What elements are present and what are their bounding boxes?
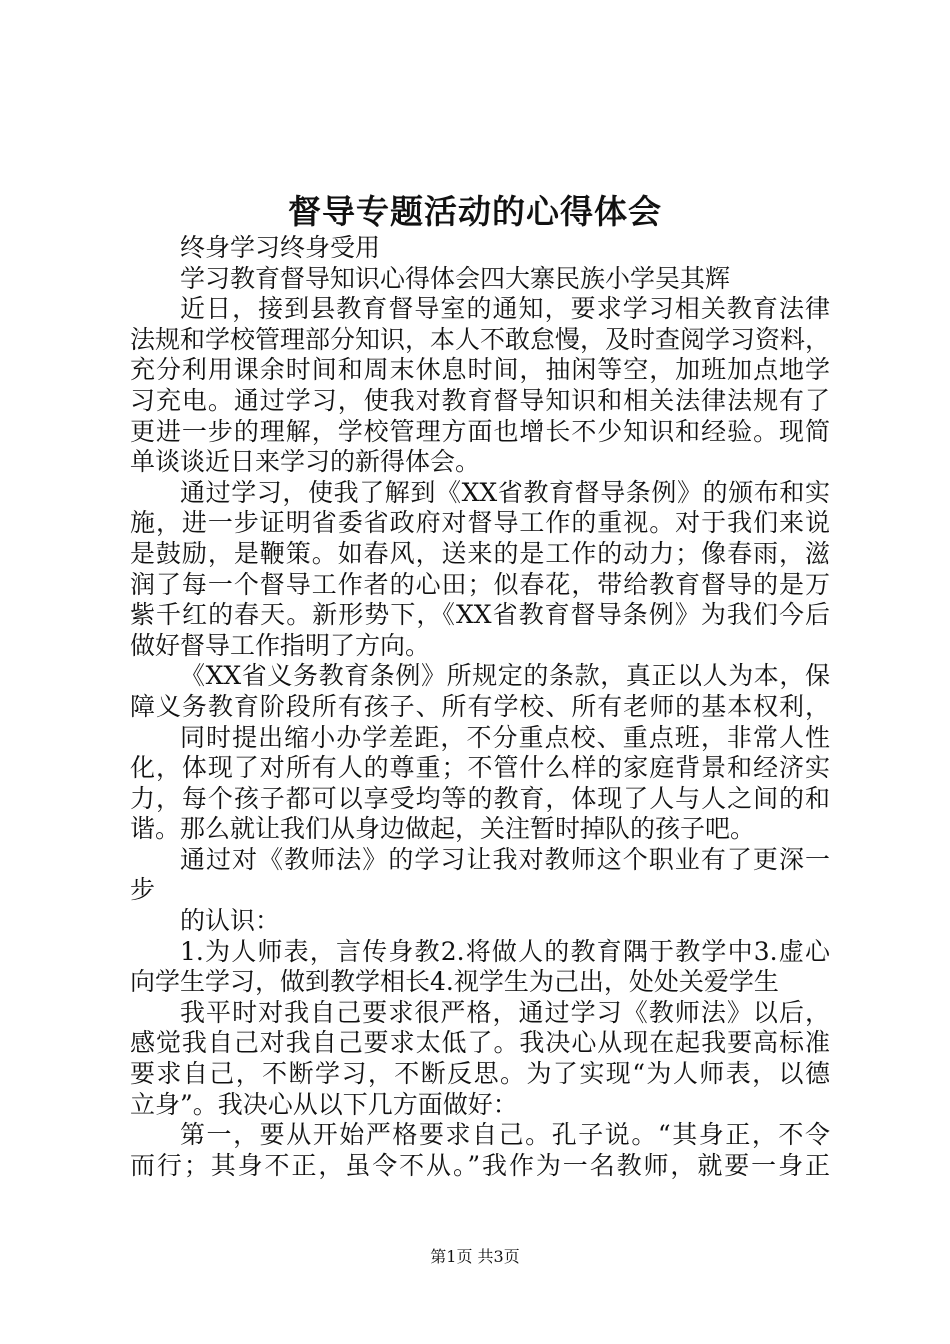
text-line: 感觉我自己对我自己要求太低了。我决心从现在起我要高标准 (130, 1028, 830, 1058)
text-line: 《XX省义务教育条例》所规定的条款，真正以人为本，保 (180, 661, 830, 691)
text-line: 充分利用课余时间和周末休息时间，抽闲等空，加班加点地学 (130, 355, 830, 385)
text-line: 力，每个孩子都可以享受均等的教育，体现了人与人之间的和 (130, 783, 830, 813)
text-line: 步 (130, 875, 156, 905)
text-line: 我平时对我自己要求很严格，通过学习《教师法》以后， (180, 997, 830, 1027)
text-line: 通过对《教师法》的学习让我对教师这个职业有了更深一 (180, 844, 830, 874)
text-line: 障义务教育阶段所有孩子、所有学校、所有老师的基本权利， (130, 691, 830, 721)
text-line: 润了每一个督导工作者的心田；似春花，带给教育督导的是万 (130, 569, 830, 599)
text-line: 向学生学习，做到教学相长4.视学生为己出，处处关爱学生 (130, 967, 779, 997)
document-body (130, 233, 830, 1181)
page-indicator: 第1页 共3页 (430, 1247, 520, 1266)
text-line: 谐。那么就让我们从身边做起，关注暂时掉队的孩子吧。 (130, 814, 756, 844)
text-line: 施，进一步证明省委省政府对督导工作的重视。对于我们来说 (130, 508, 830, 538)
text-line: 要求自己，不断学习，不断反思。为了实现“为人师表，以德 (130, 1059, 830, 1089)
text-line: 的认识： (180, 906, 281, 936)
text-line: 立身”。我决心从以下几方面做好： (130, 1089, 518, 1119)
text-line: 1.为人师表，言传身教2.将做人的教育隅于教学中3.虚心 (180, 936, 830, 966)
text-line: 学习教育督导知识心得体会四大寨民族小学吴其辉 (180, 263, 731, 293)
text-line: 通过学习，使我了解到《XX省教育督导条例》的颁布和实 (180, 477, 830, 507)
text-line: 第一，要从开始严格要求自己。孔子说。“其身正，不令 (180, 1120, 830, 1150)
text-line: 习充电。通过学习，使我对教育督导知识和相关法律法规有了 (130, 385, 830, 415)
text-line: 法规和学校管理部分知识，本人不敢怠慢，及时查阅学习资料， (130, 324, 831, 354)
text-line: 而行；其身不正，虽令不从。”我作为一名教师，就要一身正 (130, 1150, 830, 1180)
text-line: 单谈谈近日来学习的新得体会。 (130, 447, 481, 477)
text-line: 终身学习终身受用 (180, 233, 381, 262)
text-line: 化，体现了对所有人的尊重；不管什么样的家庭背景和经济实 (130, 753, 830, 783)
text-line: 紫千红的春天。新形势下，《XX省教育督导条例》为我们今后 (130, 600, 830, 630)
document-title: 督导专题活动的心得体会 (288, 192, 662, 231)
text-line: 更进一步的理解，学校管理方面也增长不少知识和经验。现简 (130, 416, 830, 446)
text-line: 是鼓励，是鞭策。如春风，送来的是工作的动力；像春雨，滋 (130, 538, 830, 568)
text-line: 近日，接到县教育督导室的通知，要求学习相关教育法律 (180, 294, 830, 324)
text-line: 同时提出缩小办学差距，不分重点校、重点班，非常人性 (180, 722, 830, 752)
text-line: 做好督导工作指明了方向。 (130, 630, 431, 660)
